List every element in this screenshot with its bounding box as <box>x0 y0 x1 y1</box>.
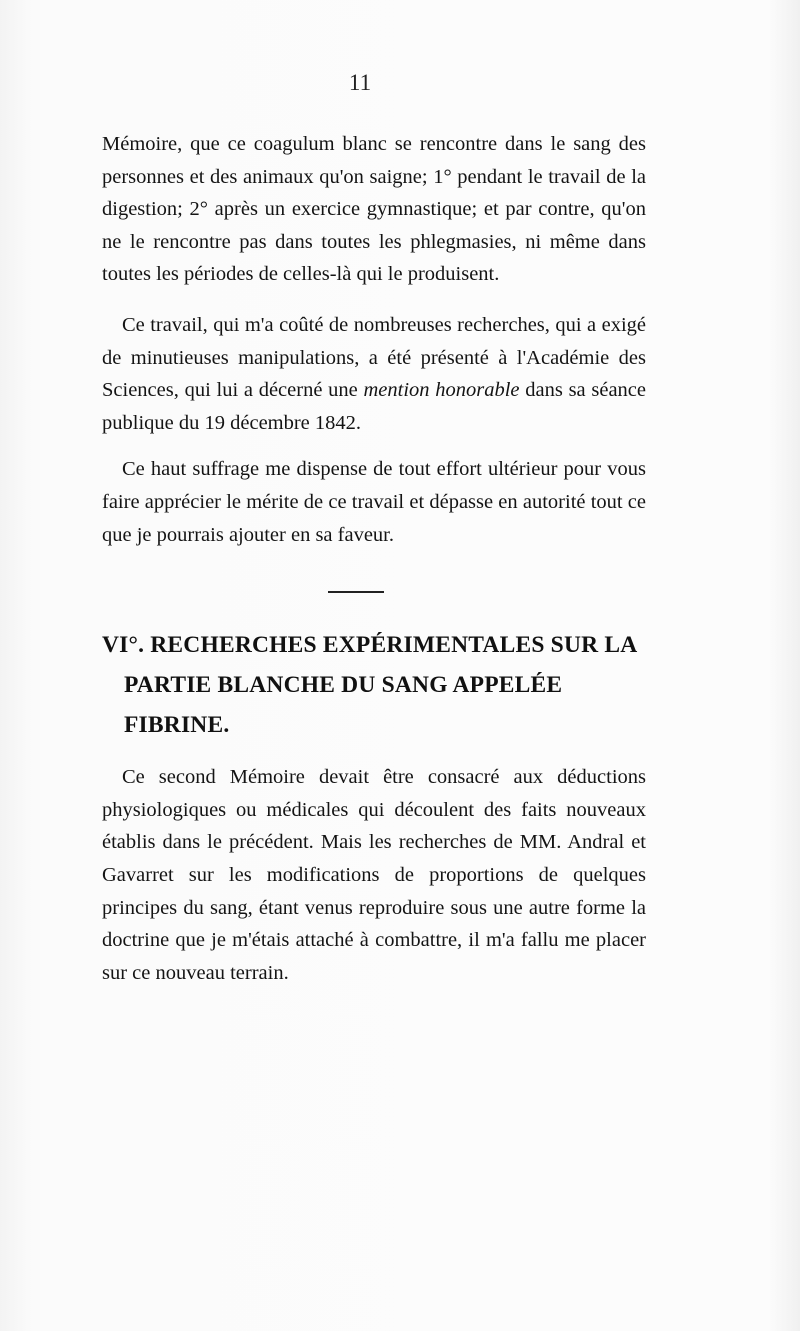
paragraph-second-memoire: Ce second Mémoire devait être consacré aux déductions physiologiques ou médicales qui découlent des faits nouveaux établis dans le précédent. Mais les recherches de MM. Andral et Gavarret sur les modifications de proportions de quelques principes du sang, étant venus reproduire sous une autre forme la doctrine que je m'étais attaché à combattre, il m'a fallu me placer sur ce nouveau terrain. <box>102 766 646 984</box>
text-column <box>102 128 646 989</box>
paragraph-academie-text-1: Ce travail, qui m'a coûté de nombreuses recherches, qui a exigé de minutieuses manipulations, a été présenté à l'Académie des Sciences, qui lui a décerné une <box>102 313 646 402</box>
paragraph-memoire-conclusions: Mémoire, que ce coagulum blanc se rencontre dans le sang des personnes et des animaux qu'on saigne; 1° pendant le travail de la digestion; 2° après un exercice gymnastique; et par contre, qu'on ne le rencontre pas dans toutes les phlegmasies, ni même dans toutes les périodes de celles-là qui le produisent. <box>102 133 646 286</box>
paragraph-academie-text-2: dans sa séance publique du 19 décembre 1842. <box>102 379 646 434</box>
mention-honorable-italic: mention honorable <box>363 379 520 402</box>
page-number: 11 <box>348 70 372 95</box>
section-heading-vi: VI°. RECHERCHES EXPÉRIMENTALES SUR LA PARTIE BLANCHE DU SANG APPELÉE FIBRINE. <box>102 632 637 739</box>
paragraph-academie-presentation <box>102 309 646 439</box>
paragraph-haut-suffrage: Ce haut suffrage me dispense de tout effort ultérieur pour vous faire apprécier le mérite de ce travail et dépasse en autorité tout ce que je pourrais ajouter en sa faveur. <box>102 458 646 546</box>
section-divider <box>328 591 384 593</box>
